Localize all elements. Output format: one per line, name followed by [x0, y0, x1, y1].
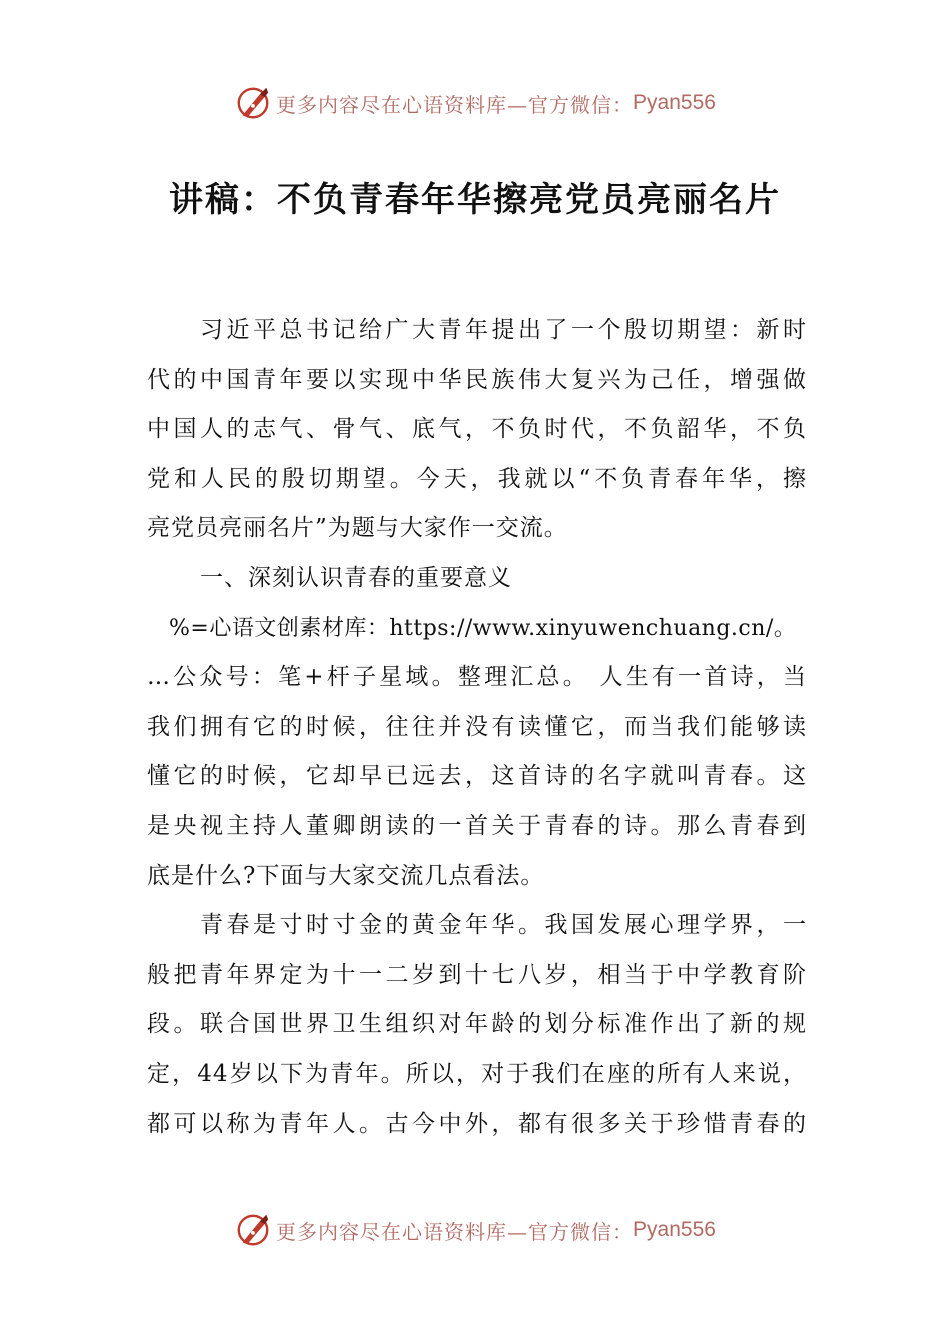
banner-wechat-id: Pyan556: [633, 91, 716, 114]
paragraph-line: 亮党员亮丽名片”为题与大家作一交流。: [147, 515, 568, 542]
page-title: 讲稿：不负青春年华擦亮党员亮丽名片: [169, 180, 781, 220]
paragraph-line: 青春是寸时寸金的黄金年华。我国发展心理学界，一: [200, 912, 807, 939]
pen-nib-logo-icon: [234, 84, 272, 122]
paragraph-line: 我们拥有它的时候，往往并没有读懂它，而当我们能够读: [147, 713, 807, 740]
paragraph-line: 懂它的时候，它却早已远去，这首诗的名字就叫青春。这: [147, 763, 807, 790]
paragraph-line: 中国人的志气、骨气、底气，不负时代，不负韶华，不负: [147, 416, 807, 443]
section-heading: 一、深刻认识青春的重要意义: [200, 564, 512, 591]
banner-text: 更多内容尽在心语资料库—官方微信：: [276, 1219, 634, 1244]
paragraph-line: 都可以称为青年人。古今中外，都有很多关于珍惜青春的: [147, 1110, 807, 1137]
paragraph-line: 是央视主持人董卿朗读的一首关于青春的诗。那么青春到: [147, 812, 807, 839]
paragraph-line: 般把青年界定为十一二岁到十七八岁，相当于中学教育阶: [147, 961, 807, 988]
banner-text: 更多内容尽在心语资料库—官方微信：: [276, 92, 634, 117]
paragraph-line: 段。联合国世界卫生组织对年龄的划分标准作出了新的规: [147, 1011, 807, 1038]
paragraph-line: 定，44岁以下为青年。所以，对于我们在座的所有人来说，: [147, 1060, 807, 1087]
header-banner: [0, 83, 950, 123]
paragraph-line: 党和人民的殷切期望。今天，我就以“不负青春年华，擦: [147, 465, 807, 492]
paragraph-line: …公众号：笔+杆子星域。整理汇总。 人生有一首诗，当: [147, 664, 807, 691]
source-note-line: %=心语文创素材库：https://www.xinyuwenchuang.cn/。: [169, 615, 797, 641]
paragraph-line: 代的中国青年要以实现中华民族伟大复兴为己任，增强做: [147, 366, 807, 393]
banner-wechat-id: Pyan556: [633, 1218, 716, 1241]
paragraph-line: 习近平总书记给广大青年提出了一个殷切期望：新时: [200, 317, 807, 343]
pen-nib-logo-icon: [234, 1211, 272, 1249]
paragraph-line: 底是什么?下面与大家交流几点看法。: [147, 862, 545, 889]
article-body: [147, 306, 807, 1149]
footer-banner: [0, 1210, 950, 1250]
